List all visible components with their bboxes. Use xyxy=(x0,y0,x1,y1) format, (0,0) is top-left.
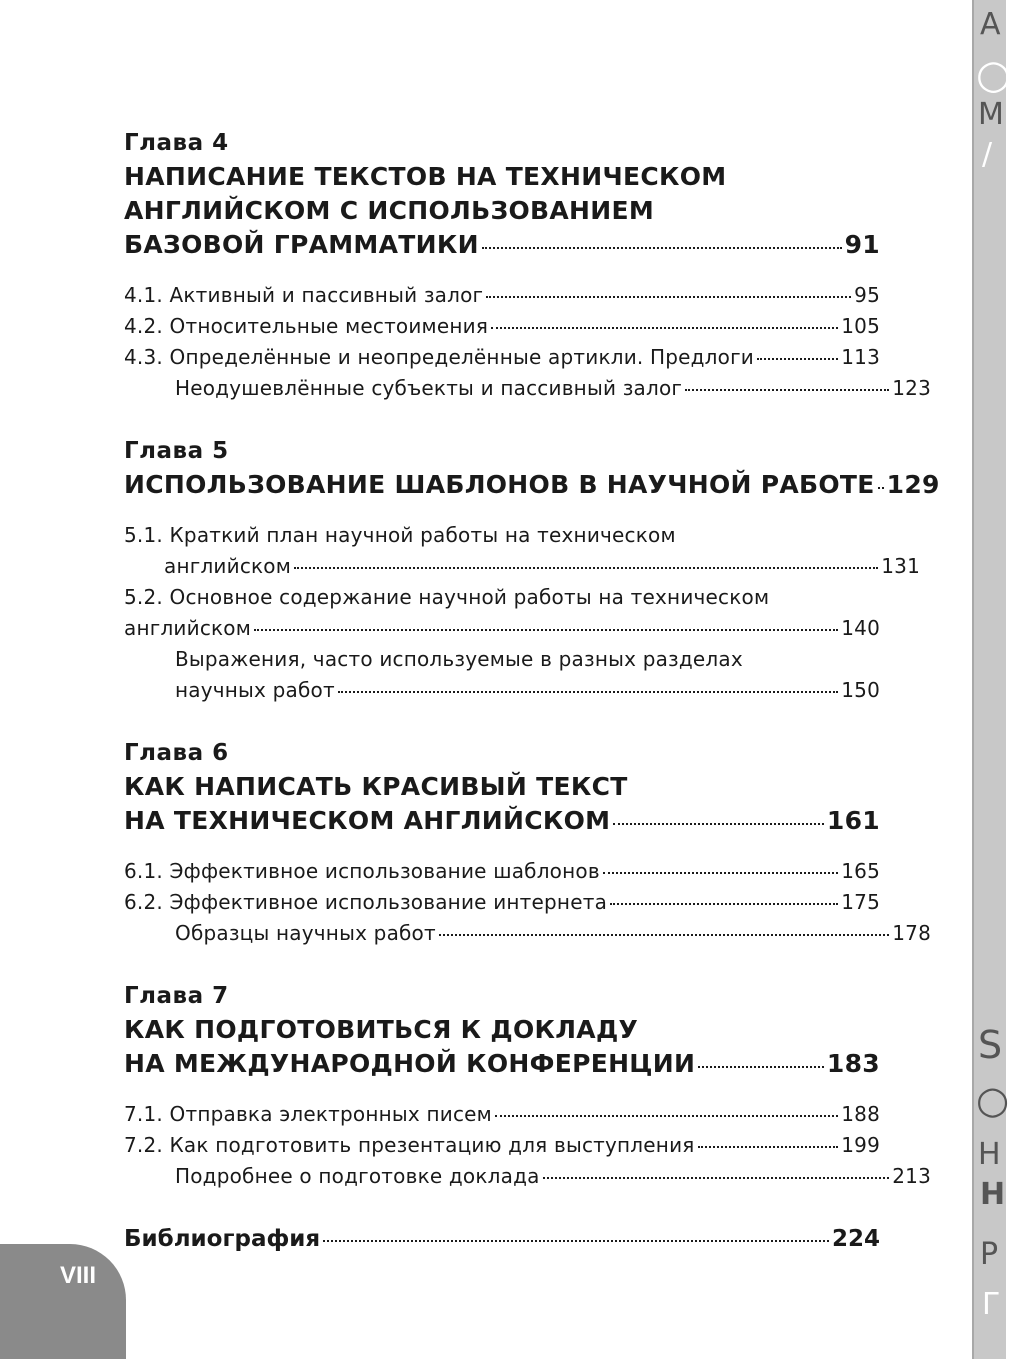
dot-leader xyxy=(878,487,884,489)
entry-continuation xyxy=(124,613,880,644)
chapter-7-heading xyxy=(124,979,880,1081)
entry-title: Выражения, часто используемые в разных разделах xyxy=(175,647,743,671)
toc-entry[interactable] xyxy=(124,1099,880,1130)
toc-entry[interactable] xyxy=(124,520,920,582)
entry-title: Подробнее о подготовке доклада xyxy=(175,1164,540,1188)
chapter-label: Глава 4 xyxy=(124,130,229,156)
entry-title-cont: научных работ xyxy=(175,678,335,702)
dot-leader xyxy=(610,903,838,905)
bibliography-entry[interactable] xyxy=(124,1222,880,1256)
chapter-6-heading xyxy=(124,736,880,838)
entry-title: 6.2. Эффективное использование интернета xyxy=(124,890,608,914)
toc-entry[interactable] xyxy=(124,311,880,342)
chapter-4-entries xyxy=(124,280,931,404)
toc-entry[interactable] xyxy=(124,342,880,373)
chapter-label: Глава 7 xyxy=(124,983,229,1009)
dot-leader xyxy=(495,1115,838,1117)
chapter-label: Глава 5 xyxy=(124,438,229,464)
dot-leader xyxy=(439,934,889,936)
toc-entry[interactable] xyxy=(124,918,931,949)
chapter-title-row[interactable] xyxy=(124,228,880,262)
page-number: 131 xyxy=(881,554,920,578)
toc-entry[interactable] xyxy=(124,887,880,918)
dot-leader xyxy=(338,691,838,693)
dot-leader xyxy=(685,389,889,391)
chapter-5-entries xyxy=(124,520,920,706)
dot-leader xyxy=(491,327,838,329)
entry-title: 5.2. Основное содержание научной работы на техническом xyxy=(124,585,770,609)
chapter-title-row[interactable] xyxy=(124,468,940,502)
page-number: 213 xyxy=(892,1164,931,1188)
toc-entry[interactable] xyxy=(124,856,880,887)
page-number: 188 xyxy=(841,1102,880,1126)
page-number: 183 xyxy=(826,1049,880,1078)
decorative-letter-icon: / xyxy=(982,137,993,172)
chapter-4-heading xyxy=(124,126,880,262)
entry-title: 7.2. Как подготовить презентацию для выступления xyxy=(124,1133,695,1157)
page-number: 95 xyxy=(854,283,880,307)
chapter-5-heading xyxy=(124,434,940,502)
entry-title: 4.3. Определённые и неопределённые артикли. Предлоги xyxy=(124,345,755,369)
entry-title-cont: английском xyxy=(164,554,292,578)
decorative-letter-icon: M xyxy=(978,97,1004,132)
dot-leader xyxy=(698,1066,824,1068)
chapter-title-line: КАК ПОДГОТОВИТЬСЯ К ДОКЛАДУ xyxy=(124,1015,639,1044)
page-number: 113 xyxy=(841,345,880,369)
entry-title: 6.1. Эффективное использование шаблонов xyxy=(124,859,600,883)
toc-entry[interactable] xyxy=(124,1130,880,1161)
chapter-7-entries xyxy=(124,1099,931,1192)
chapter-title-text: НА МЕЖДУНАРОДНОЙ КОНФЕРЕНЦИИ xyxy=(124,1049,696,1078)
page-number: 105 xyxy=(841,314,880,338)
decorative-letter-icon: S xyxy=(978,1023,1003,1067)
bibliography-label: Библиография xyxy=(124,1226,321,1252)
toc-entry[interactable] xyxy=(124,1161,931,1192)
toc-entry[interactable] xyxy=(124,582,880,644)
decorative-letter-icon: A xyxy=(980,7,1001,42)
dot-leader xyxy=(543,1177,890,1179)
dot-leader xyxy=(323,1240,829,1242)
page-number: 199 xyxy=(841,1133,880,1157)
dot-leader xyxy=(294,567,878,569)
folio: VIII xyxy=(60,1262,97,1289)
decorative-ring-icon: ○ xyxy=(976,52,1011,98)
dot-leader xyxy=(482,247,842,249)
page-number: 91 xyxy=(844,230,880,259)
toc-entry[interactable] xyxy=(124,373,931,404)
chapter-title-text: НА ТЕХНИЧЕСКОМ АНГЛИЙСКОМ xyxy=(124,806,611,835)
chapter-6-entries xyxy=(124,856,931,949)
entry-title: 4.2. Относительные местоимения xyxy=(124,314,489,338)
page-number: 175 xyxy=(841,890,880,914)
dot-leader xyxy=(603,872,838,874)
dot-leader xyxy=(254,629,838,631)
entry-title-cont: английском xyxy=(124,616,252,640)
page-number: 140 xyxy=(841,616,880,640)
dot-leader xyxy=(698,1146,839,1148)
entry-continuation xyxy=(124,551,920,582)
chapter-title-text: БАЗОВОЙ ГРАММАТИКИ xyxy=(124,230,479,259)
page-number: 123 xyxy=(892,376,931,400)
chapter-title-line: НАПИСАНИЕ ТЕКСТОВ НА ТЕХНИЧЕСКОМ xyxy=(124,162,727,191)
entry-title: 7.1. Отправка электронных писем xyxy=(124,1102,492,1126)
page-number: 165 xyxy=(841,859,880,883)
chapter-title-row[interactable] xyxy=(124,1047,880,1081)
chapter-title-line: АНГЛИЙСКОМ С ИСПОЛЬЗОВАНИЕМ xyxy=(124,196,655,225)
decorative-side-strip xyxy=(972,0,1011,1359)
page-number-tab xyxy=(0,1244,126,1359)
dot-leader xyxy=(613,823,824,825)
dot-leader xyxy=(757,358,838,360)
entry-title: 4.1. Активный и пассивный залог xyxy=(124,283,484,307)
entry-title: Образцы научных работ xyxy=(175,921,436,945)
chapter-title-text: ИСПОЛЬЗОВАНИЕ ШАБЛОНОВ В НАУЧНОЙ РАБОТЕ xyxy=(124,470,875,499)
page-number: 224 xyxy=(831,1226,880,1252)
chapter-title-line: КАК НАПИСАТЬ КРАСИВЫЙ ТЕКСТ xyxy=(124,772,628,801)
page-number: 150 xyxy=(841,678,880,702)
decorative-letter-icon: H xyxy=(980,1177,1006,1212)
toc-entry[interactable] xyxy=(124,280,880,311)
decorative-letter-icon: Г xyxy=(982,1287,1001,1322)
chapter-label: Глава 6 xyxy=(124,740,229,766)
page-number: 129 xyxy=(886,470,940,499)
entry-title: 5.1. Краткий план научной работы на техническом xyxy=(124,523,676,547)
decorative-letter-icon: H xyxy=(978,1137,1001,1172)
page-number: 161 xyxy=(826,806,880,835)
dot-leader xyxy=(486,296,851,298)
entry-continuation xyxy=(175,675,880,706)
decorative-ring-icon: ○ xyxy=(976,1078,1010,1122)
decorative-letter-icon: P xyxy=(980,1237,999,1272)
toc-entry[interactable] xyxy=(124,644,880,706)
entry-title: Неодушевлённые субъекты и пассивный залог xyxy=(175,376,683,400)
page-number: 178 xyxy=(892,921,931,945)
table-of-contents xyxy=(124,126,940,1256)
chapter-title-row[interactable] xyxy=(124,804,880,838)
